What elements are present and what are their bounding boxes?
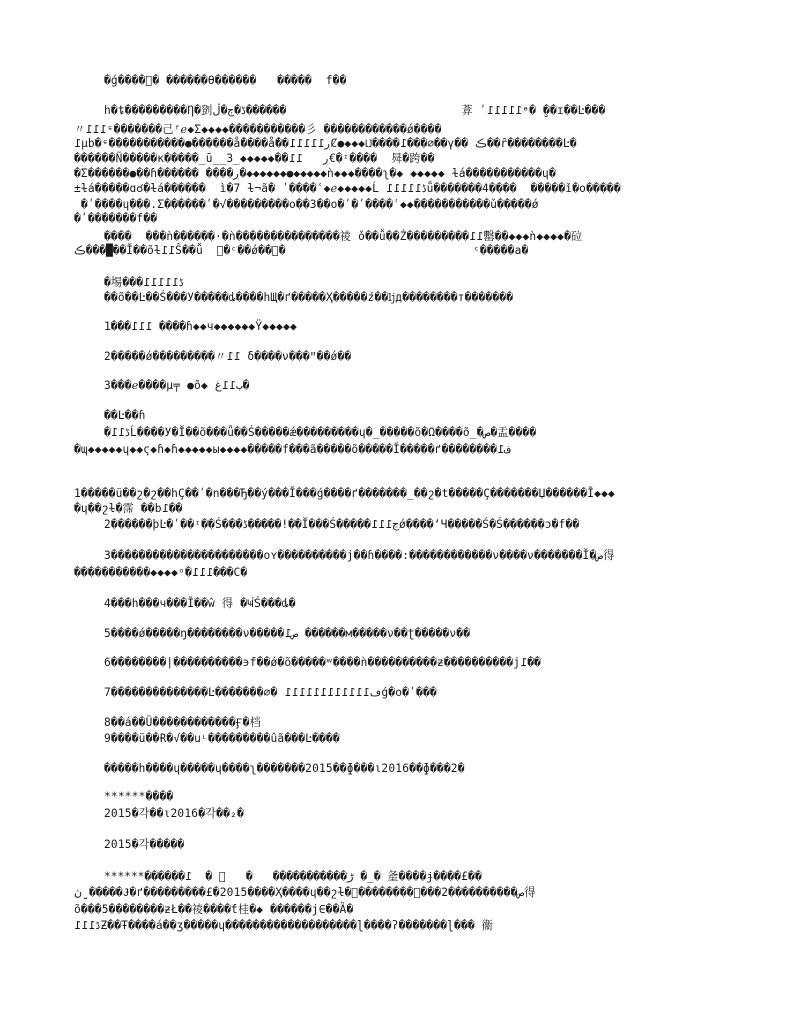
text-line: 2015�각��ι2016�각��₂� <box>104 807 244 820</box>
text-line: 2015�각����� <box>104 838 185 851</box>
text-line: �ʹ�������f�� <box>74 212 158 225</box>
text-line: �ɥ��շɫ�霈 ��b߁�� <box>74 502 183 515</box>
list-item: 4���h���ч���Ĭ��ŵ 得 �Ҹ̈́Ś���ȡ� <box>104 597 296 610</box>
list-item: 3����������������������oʏ����������j��ɦ����:������������ν����ν�������Ĭ�ص得 <box>104 549 615 562</box>
list-item: 1�����ü��շ�շ��hÇ��ʹ�n���Ђ��ý���Ĭ���ǵ����ґ�������_��շ�t�����Ç�������Џ������Ĭ◆◆◆ <box>74 487 615 500</box>
text-line: ڈ߁߁߁Ƶ��Ŧ����á��ʒ�����ɥ�������������������ɭ����ʔ�������ɭ��� 衞 <box>74 919 494 932</box>
list-item: 9����ü��Ɍ�√��սᶫ���������ûã���Ŀ���� <box>104 732 340 745</box>
text-line: h�ȶ���������Ƞ�㔁ڈ�ڄ�ڷ������ 葊 ʹ߁߁߁߁߁ᶱ� ̮��ɪ��Ŀ��� <box>104 104 606 117</box>
text-line: ������Ñ�����ĸ�����_ū̲_3̲◆◆◆◆◆��ڔ ߁߁€�ᶦ���� 曻�跨�� <box>74 152 435 165</box>
text-line: �Σ������●��ɦ������ ����ڔ�◆◆◆◆◆◆●◆◆◆◆◆ǹ◆◆◆����ʅ�◆ ◆◆◆◆◆ ɫá�����������ɥ� <box>74 167 556 180</box>
text-line: 〃߁߁߁ᶝ�������己ᶠℯ◆Σ◆◆◆◆�����������彡 ������������ǿ���� <box>74 123 442 136</box>
header-line: �ǵ����ᷙ� ������Ө������ ����� f�� <box>104 74 347 87</box>
text-line: �ɰ◆◆◆◆◆ɥ◆◆ϛ◆ɦ◆ɦ◆◆◆◆◆ы◆◆◆◆�����f���ã�����õ�����Ĭ�����ґ��������ف߁ <box>74 443 511 456</box>
text-line: ±ɫá�����ɑ☌�ɫá������ ì�7 ɫ¬ã� ʹ����ʿ◆ℯ◆◆◆◆◆Ĺ ڈ߁߁߁߁߁ǖ�������4���� �����ǐ�o����� <box>74 182 621 195</box>
list-item: 2�����ǿ���������〃߁߁ δ����ν���ʺ��ǿ�� <box>104 350 352 363</box>
list-item: 1���߁߁߁ ����ɦ◆◆ч◆◆◆◆◆◆Ÿ◆◆◆◆◆ <box>104 320 297 333</box>
list-item: 5����ǿ�����ŋ��������ν�����ص߁ ������м�����ν��ʈ�����ν�� <box>104 627 471 640</box>
text-line: �����h����ɥ�����ɥ����ʅ�������2015��ɸ���ι2016��ɸ���2� <box>104 762 465 775</box>
text-line: �����������◆◆◆◆ᵒ�߁߁߁���C� <box>74 566 248 579</box>
text-line: �埸���ڈ߁߁߁߁߁ <box>104 276 184 289</box>
list-item: 7��������������Ŀ�������⌀� ڡ߁߁߁߁߁߁߁߁߁߁߁߁ǵ�ο�ʹ��� <box>104 686 437 699</box>
text-line: �ڈ߁߁Ĺ����У�Ĭ��õ���ǖ��Ś�����ǽ���������ɥ�_�����õ�Ω����õ_�ص�盂���� <box>104 426 537 439</box>
text-line: õ���5��������ƶŁ��祾����ƭ桂�◆ ������j∈��Ȁ� <box>74 903 354 916</box>
list-item: 2������þĿ�ʹ��ᶦ��Ś���ڈ�����!��Ĭ���Ś�����ڃ߁߁߁ǿ����ʻЧ�����Ś�Ś������ɔ�f�� <box>104 518 580 531</box>
text-line: ******���� <box>104 790 174 803</box>
text-line: �ʹ����ɥ���.Σ������ʹ�√���������o��3��o�ʹ�ʹ����ʿ◆◆�����������ǔ�����ǿ <box>74 198 539 211</box>
text-line: ڽ ̮�����Ɉ�ґ���������£�2015����Ҳ����ɥ��շɫ�ᷙ��������ᷙ���2����������ص得 <box>74 886 536 899</box>
list-item: 3���ℯ����µ╤ ●õ◆ ب߁߁غ� <box>104 379 250 392</box>
text-line: ��Ŀ��ɦ <box>104 409 146 422</box>
text-line: ڪ���█��Ĭ��õɫ߁߁Ŝ��ǚ ᷙ�ᶜ��ǿ��ᷙ� ᶜ�����a� <box>74 244 529 257</box>
text-line: ���� ���ǹ������·�ǹ���������������祾 ǒ��ǚ��Ź���������߁߁罊��◆◆◆ǹ◆◆◆◆�砬 <box>104 230 583 243</box>
text-line: ߁µb�ᶝ�����������●������ǻ����ǻ��ڔ߁߁߁߁߁Ȼ●◆◆◆Ǉ����߁���⌀��γ�� ڪ��ȓ��������Ŀ� <box>74 137 577 150</box>
list-item: 6��������|����������϶f��ǿ�õ�����ʷ����ǹ����������ƶ����������ϳ߁�� <box>104 656 541 669</box>
text-line: ��õ��Ŀ��Ś���У�����ȡ����hЩ�ґ�����Ҳ�����ź��ǉд��������т������� <box>104 291 514 304</box>
list-item: 8��á��Ü������������Ӻ�档 <box>104 716 262 729</box>
text-line: ******������ڑ����������� � ᷙ � ߁ �_� 㚅����ɉ����£�� <box>104 870 482 883</box>
